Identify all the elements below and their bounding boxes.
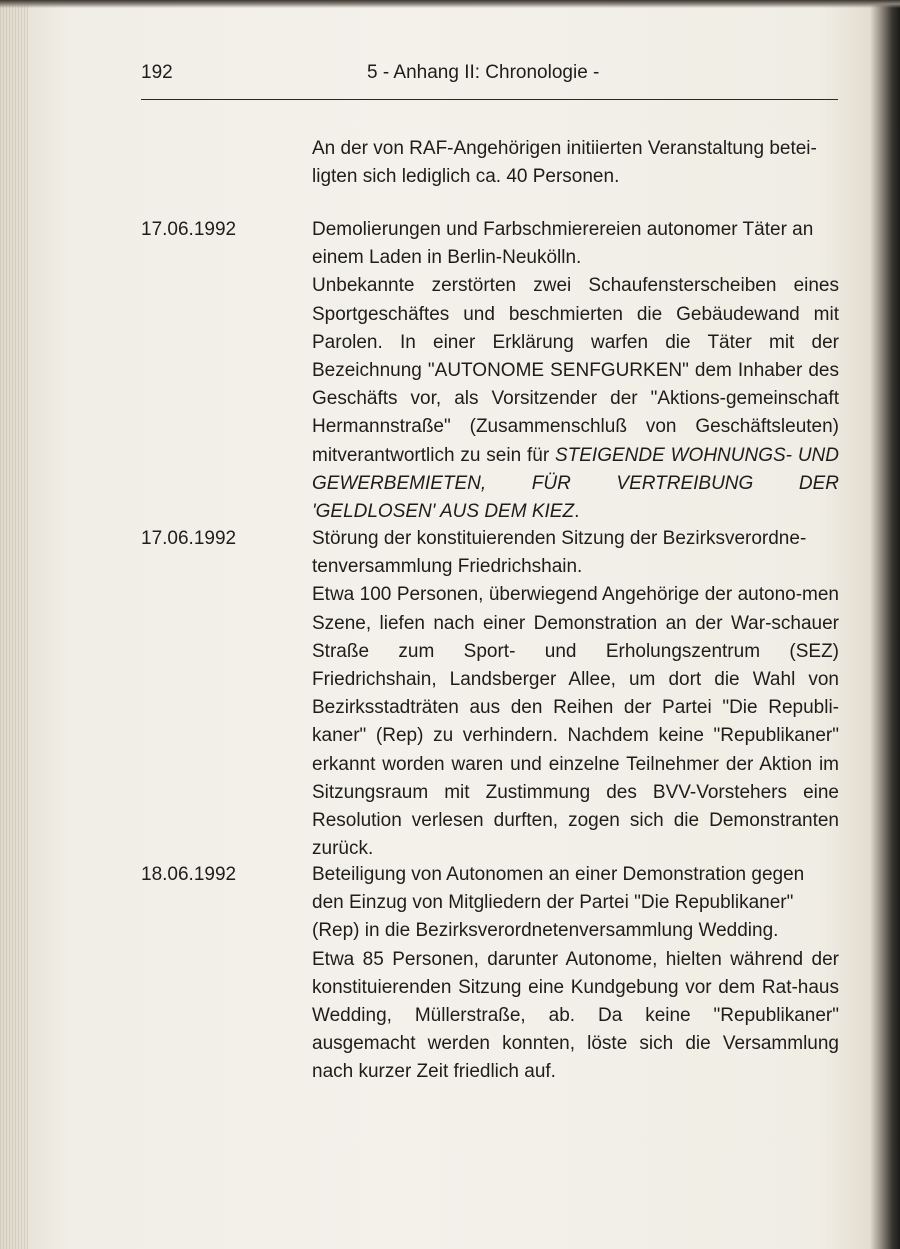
entry-text: Etwa 85 Personen, darunter Autonome, hielten während der konstituierenden Sitzung eine Kundgebung vor dem Rat-haus Wedding, Müllerstraße, ab. Da keine "Republikaner" ausgemacht werden konnten, löste sich die Versammlung nach kurzer Zeit friedlich auf.: [312, 948, 839, 1083]
entry-date: 17.06.1992: [141, 219, 237, 240]
entry-date: 17.06.1992: [141, 528, 237, 549]
entry-text-plain: Unbekannte zerstörten zwei Schaufensterscheiben eines Sportgeschäftes und beschmierten die Gebäudewand mit Parolen. In einer Erklärung warfen die Täter mit der Bezeichnung "AUTONOME SENFGURKEN" dem Inhaber des Geschäfts vor, als Vorsitzender der "Aktions-gemeinschaft Hermannstraße" (Zusammenschluß von Geschäftsleuten) mitverantwortlich zu sein für: [312, 275, 839, 466]
continuation-text: An der von RAF-Angehörigen initiierten Veranstaltung betei-ligten sich lediglich ca. 40 Personen.: [312, 138, 817, 188]
page-header: [141, 62, 841, 90]
header-divider: [141, 99, 838, 100]
page-top-edge: [0, 0, 900, 8]
entry-date: 18.06.1992: [141, 864, 237, 885]
entry-body: [312, 216, 839, 526]
entry-body: [312, 861, 839, 1087]
page-number: 192: [141, 62, 173, 83]
entry-headline: Beteiligung von Autonomen an einer Demonstration gegen den Einzug von Mitgliedern der Partei "Die Republikaner" (Rep) in die Bezirksverordnetenversammlung Wedding.: [312, 864, 805, 942]
entry-headline: Störung der konstituierenden Sitzung der Bezirksverordne-tenversammlung Friedrichshain.: [312, 528, 807, 578]
entry-text: [312, 272, 839, 526]
entry-headline: Demolierungen und Farbschmierereien autonomer Täter an einem Laden in Berlin-Neukölln.: [312, 219, 814, 269]
entry-body: [312, 525, 839, 863]
page-gutter: [0, 0, 28, 1249]
running-title: 5 - Anhang II: Chronologie -: [367, 62, 600, 83]
entry-text-italic: STEIGENDE WOHNUNGS- UND GEWERBEMIETEN, FÜR VERTREIBUNG DER 'GELDLOSEN' AUS DEM KIEZ: [312, 444, 839, 523]
continuation-paragraph: [312, 135, 839, 191]
entry-text: Etwa 100 Personen, überwiegend Angehörige der autono-men Szene, liefen nach einer Demonstration an der War-schauer Straße zum Sport- und Erholungszentrum (SEZ) Friedrichshain, Landsberger Allee, um dort die Wahl von Bezirksstadträten aus den Reihen der Partei "Die Republi-kaner" (Rep) zu verhindern. Nachdem keine "Republikaner" erkannt worden waren und einzelne Teilnehmer der Aktion im Sitzungsraum mit Zustimmung des BVV-Vorstehers eine Resolution verlesen durften, zogen sich die Demonstranten zurück.: [312, 584, 839, 860]
entry-text-end: .: [574, 501, 580, 523]
